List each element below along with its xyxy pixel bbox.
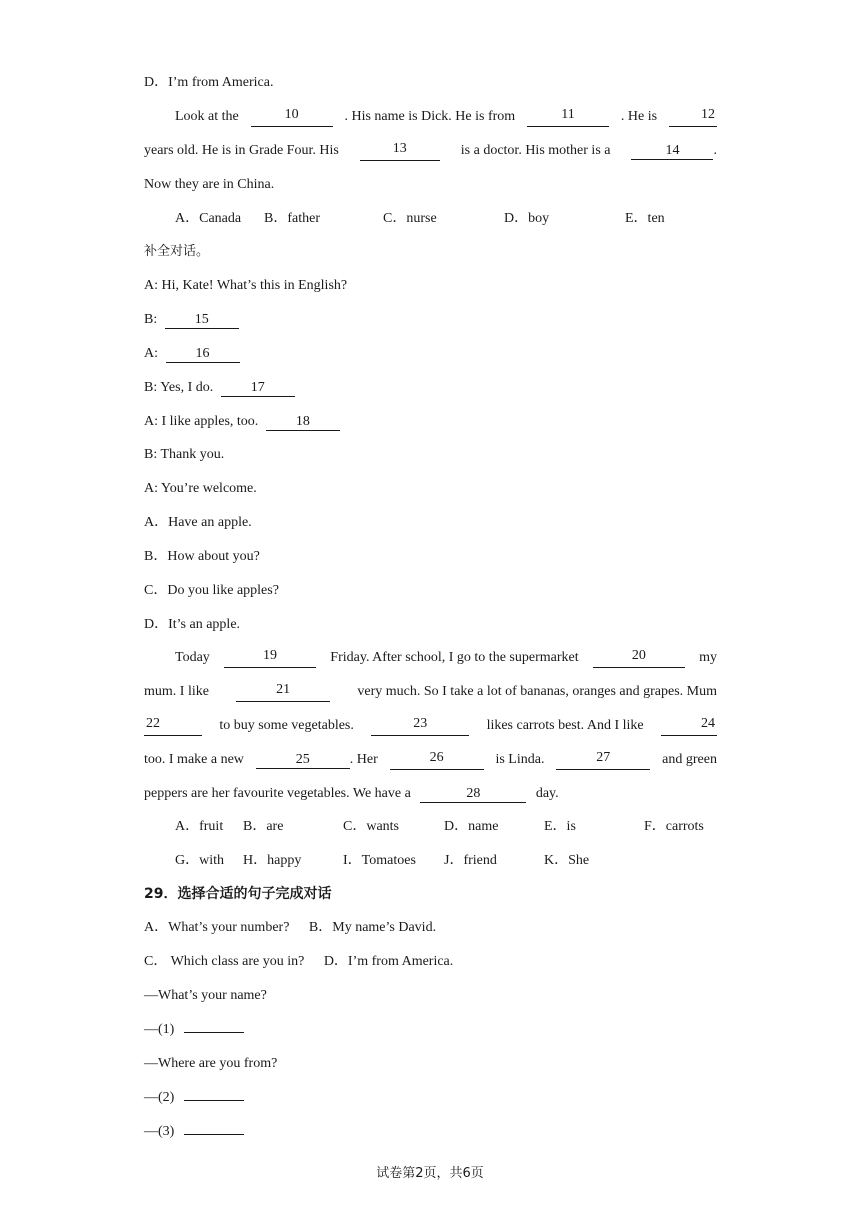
passage1-options — [175, 209, 665, 229]
blank-16[interactable]: 16 — [166, 346, 240, 363]
page-footer: 试卷第2页，共6页 — [376, 1166, 484, 1181]
option-i: I．Tomatoes — [343, 853, 416, 868]
option-e: E．ten — [625, 211, 665, 226]
q29-line4: —(2) — [144, 1088, 244, 1108]
dialogue-line4: B: Yes, I do. 17 — [144, 378, 295, 398]
dialogue-line7: A: You’re welcome. — [144, 481, 257, 496]
dialogue-instruction: 补全对话。 — [144, 244, 210, 259]
q29-blank-2[interactable] — [184, 1100, 244, 1101]
q29-options-row1 — [144, 918, 436, 938]
passage1-line2: years old. He is in Grade Four. His 13 is a doctor. His mother is a 14 . — [144, 141, 717, 161]
blank-17[interactable]: 17 — [221, 380, 295, 397]
option-a: A．fruit — [175, 819, 224, 834]
q29-line2: —(1) — [144, 1020, 244, 1040]
passage2-line2: mum. I like 21 very much. So I take a lot of bananas, oranges and grapes. Mum — [144, 682, 717, 702]
option-e: E．is — [544, 819, 576, 834]
option-a: A．Canada — [175, 211, 242, 226]
q29-option-a: A．What’s your number? — [144, 920, 290, 935]
dialogue-option-b: B．How about you? — [144, 549, 260, 564]
passage2-options-row1 — [175, 817, 735, 837]
option-b: B．father — [264, 211, 320, 226]
option-f: F．carrots — [644, 819, 704, 834]
blank-18[interactable]: 18 — [266, 414, 340, 431]
option-g: G．with — [175, 853, 224, 868]
passage2-line5: peppers are her favourite vegetables. We have a 28 day. — [144, 786, 559, 801]
q29-blank-1[interactable] — [184, 1032, 244, 1033]
blank-20[interactable]: 20 — [593, 648, 685, 668]
passage2-options-row2 — [175, 851, 735, 871]
option-c: C．nurse — [383, 211, 437, 226]
dialogue-option-a: A．Have an apple. — [144, 515, 252, 530]
blank-24[interactable]: 24 — [661, 716, 717, 736]
q29-option-b: B．My name’s David. — [308, 920, 437, 935]
dialogue-option-d: D．It’s an apple. — [144, 617, 241, 632]
option-h: H．happy — [243, 853, 302, 868]
blank-25[interactable]: 25 — [256, 752, 350, 769]
q29-blank-3[interactable] — [184, 1134, 244, 1135]
blank-12[interactable]: 12 — [669, 107, 717, 127]
q29-line5: —(3) — [144, 1122, 244, 1142]
blank-23[interactable]: 23 — [371, 716, 469, 736]
option-k: K．She — [544, 853, 590, 868]
option-d: D．boy — [504, 211, 550, 226]
passage2-line3: 22 to buy some vegetables. 23 likes carrots best. And I like 24 — [144, 716, 717, 736]
blank-11[interactable]: 11 — [527, 107, 609, 127]
blank-26[interactable]: 26 — [390, 750, 484, 770]
blank-15[interactable]: 15 — [165, 312, 239, 329]
blank-28[interactable]: 28 — [420, 786, 526, 803]
passage1-line1: Look at the 10 . His name is Dick. He is from 11 . He is 12 — [175, 107, 717, 127]
q29-line3: —Where are you from? — [144, 1056, 278, 1071]
option-d-line: D．I’m from America. — [144, 75, 274, 90]
blank-13[interactable]: 13 — [360, 141, 440, 161]
dialogue-option-c: C．Do you like apples? — [144, 583, 279, 598]
q29-option-d: D．I’m from America. — [323, 954, 454, 969]
dialogue-line5: A: I like apples, too. 18 — [144, 412, 340, 432]
passage2-line4: too. I make a new 25 . Her 26 is Linda. 27 and green — [144, 750, 717, 770]
passage1-line3: Now they are in China. — [144, 177, 275, 192]
q29-option-c: C． Which class are you in? — [144, 954, 305, 969]
option-j: J．friend — [444, 853, 497, 868]
blank-27[interactable]: 27 — [556, 750, 650, 770]
blank-19[interactable]: 19 — [224, 648, 316, 668]
q29-options-row2 — [144, 952, 453, 972]
option-d: D．name — [444, 819, 499, 834]
dialogue-line3: A: 16 — [144, 344, 240, 364]
blank-14[interactable]: 14 — [631, 143, 713, 160]
passage2-line1: Today 19 Friday. After school, I go to the supermarket 20 my — [175, 648, 717, 668]
option-b: B．are — [243, 819, 284, 834]
dialogue-line6: B: Thank you. — [144, 447, 225, 462]
dialogue-line1: A: Hi, Kate! What’s this in English? — [144, 278, 348, 293]
blank-22[interactable]: 22 — [144, 716, 202, 736]
q29-line1: —What’s your name? — [144, 988, 267, 1003]
blank-10[interactable]: 10 — [251, 107, 333, 127]
blank-21[interactable]: 21 — [236, 682, 330, 702]
option-c: C．wants — [343, 819, 399, 834]
dialogue-line2: B: 15 — [144, 310, 239, 330]
question-29-heading: 29．选择合适的句子完成对话 — [144, 886, 332, 902]
